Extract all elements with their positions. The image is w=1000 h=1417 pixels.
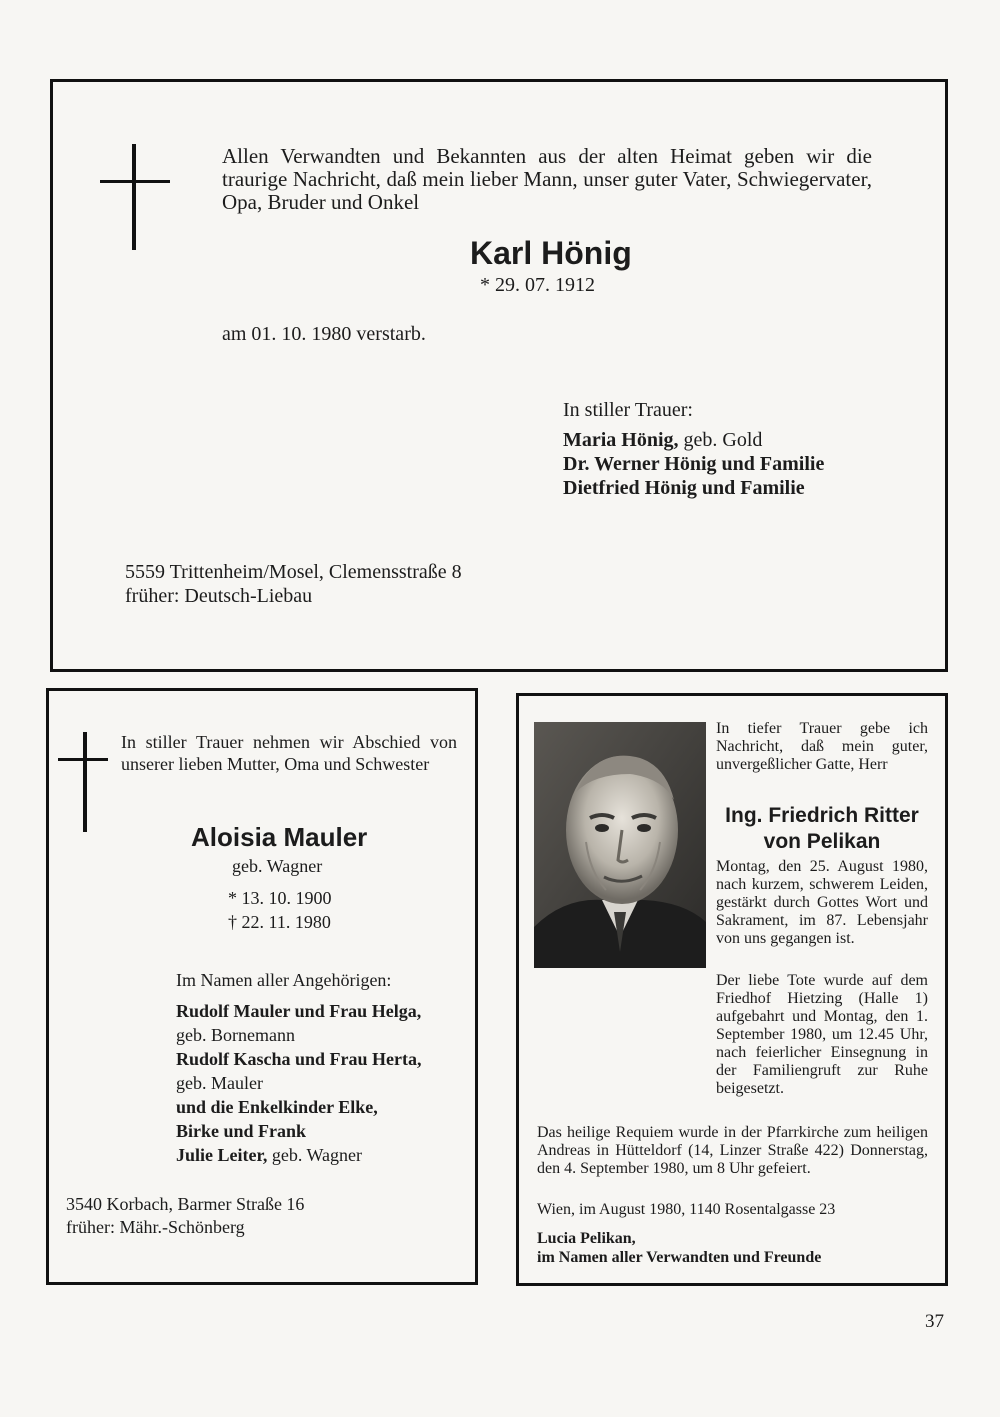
karl-mourners — [563, 428, 824, 500]
friedrich-death-text: Montag, den 25. August 1980, nach kurzem, schwerem Leiden, gestärkt durch Gottes Wort und Sakrament, im 87. Lebensjahr von uns gegangen ist. — [716, 858, 928, 947]
aloisia-mourner-line: und die Enkelkinder Elke, — [176, 1097, 378, 1117]
aloisia-mourner-line — [176, 1143, 422, 1167]
aloisia-address-line-2: früher: Mähr.-Schönberg — [66, 1217, 245, 1237]
friedrich-requiem-text: Das heilige Requiem wurde in der Pfarrkirche zum heiligen Andreas in Hütteldorf (14, Linzer Straße 422) Donnerstag, den 4. September 1980, um 8 Uhr gefeiert. — [537, 1124, 928, 1177]
aloisia-mourner-line: Rudolf Mauler und Frau Helga, — [176, 1001, 422, 1021]
aloisia-address-line-1: 3540 Korbach, Barmer Straße 16 — [66, 1194, 305, 1214]
friedrich-signature — [537, 1229, 821, 1267]
portrait-photo — [534, 722, 706, 968]
page-number: 37 — [925, 1311, 944, 1332]
karl-mourner-3: Dietfried Hönig und Familie — [563, 477, 805, 499]
cross-icon — [58, 732, 108, 832]
aloisia-mourner-line: Birke und Frank — [176, 1121, 307, 1141]
karl-intro-text: Allen Verwandten und Bekannten aus der alten Heimat geben wir die traurige Nachricht, daß mein lieber Mann, unser guter Vater, Schwiegervater, Opa, Bruder und Onkel — [222, 144, 872, 214]
friedrich-intro-text: In tiefer Trauer gebe ich Nachricht, daß mein guter, unvergeßlicher Gatte, Herr — [716, 720, 928, 773]
aloisia-mourner-line: geb. Mauler — [176, 1073, 263, 1093]
aloisia-name: Aloisia Mauler — [191, 822, 368, 852]
aloisia-mourning-label: Im Namen aller Angehörigen: — [176, 970, 392, 990]
aloisia-death-date: † 22. 11. 1980 — [228, 912, 331, 932]
friedrich-name-line-2: von Pelikan — [763, 830, 881, 853]
karl-address — [125, 560, 462, 608]
aloisia-maiden-name: geb. Wagner — [232, 856, 323, 876]
karl-birth-date: * 29. 07. 1912 — [480, 274, 595, 296]
friedrich-signature-line-1: Lucia Pelikan, — [537, 1230, 636, 1247]
friedrich-burial-text: Der liebe Tote wurde auf dem Friedhof Hietzing (Halle 1) aufgebahrt und Montag, den 1. September 1980, um 12.45 Uhr, nach feierlicher Einsegnung in der Familiengruft zur Ruhe beigesetzt. — [716, 972, 928, 1097]
friedrich-place-date: Wien, im August 1980, 1140 Rosentalgasse 23 — [537, 1201, 836, 1218]
aloisia-intro-text: In stiller Trauer nehmen wir Abschied von unserer lieben Mutter, Oma und Schwester — [121, 732, 457, 774]
cross-icon — [100, 144, 170, 250]
karl-address-line-1: 5559 Trittenheim/Mosel, Clemensstraße 8 — [125, 561, 462, 583]
karl-death-date: am 01. 10. 1980 verstarb. — [222, 323, 426, 345]
friedrich-signature-line-2: im Namen aller Verwandten und Freunde — [537, 1249, 822, 1266]
karl-name: Karl Hönig — [470, 235, 632, 271]
aloisia-mourner-line: geb. Bornemann — [176, 1025, 295, 1045]
aloisia-mourner-nee: geb. Wagner — [267, 1145, 363, 1165]
karl-mourner-2: Dr. Werner Hönig und Familie — [563, 453, 825, 475]
karl-mourner-1-nee: geb. Gold — [678, 429, 763, 451]
karl-mourning-label: In stiller Trauer: — [563, 399, 693, 421]
aloisia-mourners — [176, 999, 422, 1167]
aloisia-birth-date: * 13. 10. 1900 — [228, 888, 332, 908]
aloisia-dates — [228, 886, 332, 934]
karl-mourner-1-name: Maria Hönig, — [563, 429, 679, 451]
friedrich-name-line-1: Ing. Friedrich Ritter — [725, 804, 919, 827]
aloisia-mourner-name: Julie Leiter, — [176, 1145, 268, 1165]
portrait-photo-image — [534, 722, 706, 968]
friedrich-name — [716, 803, 928, 855]
aloisia-address — [66, 1193, 304, 1239]
karl-address-line-2: früher: Deutsch-Liebau — [125, 585, 313, 607]
aloisia-mourner-line: Rudolf Kascha und Frau Herta, — [176, 1049, 422, 1069]
karl-mourner-1 — [563, 428, 824, 452]
